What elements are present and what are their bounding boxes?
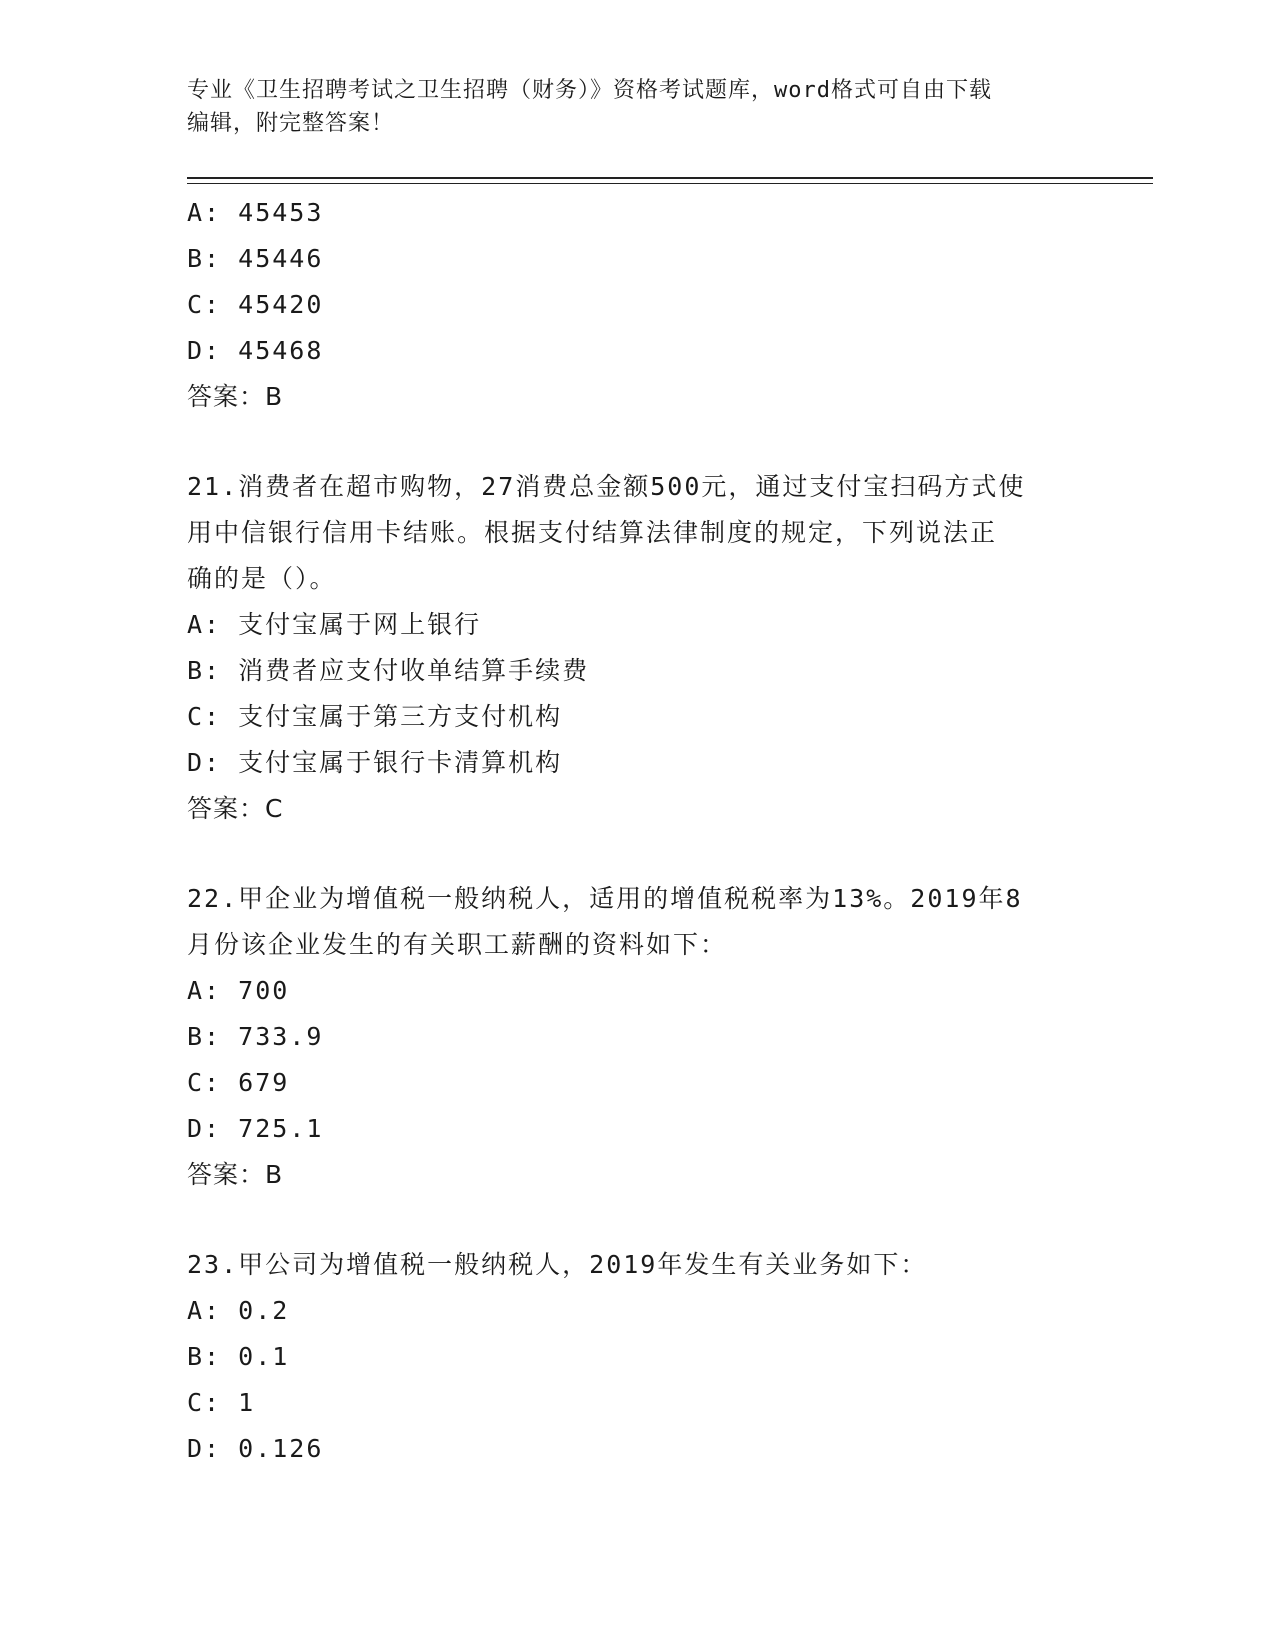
option-c: C: 1	[187, 1388, 256, 1417]
block-spacer	[187, 832, 1107, 876]
option-b: B: 0.1	[187, 1342, 290, 1371]
question-block	[187, 190, 1107, 420]
question-block	[187, 464, 1107, 832]
option-b: B: 消费者应支付收单结算手续费	[187, 656, 590, 685]
option-d: D: 0.126	[187, 1434, 324, 1463]
option-c: C: 679	[187, 1068, 290, 1097]
block-spacer	[187, 1198, 1107, 1242]
question-text-line: 确的是（）。	[187, 564, 337, 593]
answer-line: 答案：B	[187, 1160, 284, 1189]
header-line-2: 编辑，附完整答案！	[187, 111, 395, 136]
option-b: B: 733.9	[187, 1022, 324, 1051]
option-d: D: 45468	[187, 336, 324, 365]
option-a: A: 支付宝属于网上银行	[187, 610, 482, 639]
question-text-line: 用中信银行信用卡结账。根据支付结算法律制度的规定，下列说法正	[187, 518, 998, 547]
question-block	[187, 1242, 1107, 1472]
option-c: C: 支付宝属于第三方支付机构	[187, 702, 563, 731]
option-b: B: 45446	[187, 244, 324, 273]
answer-line: 答案：B	[187, 382, 284, 411]
header-line-1: 专业《卫生招聘考试之卫生招聘（财务）》资格考试题库，word格式可自由下载	[187, 78, 992, 103]
question-text-line: 23.甲公司为增值税一般纳税人，2019年发生有关业务如下：	[187, 1250, 928, 1279]
block-spacer	[187, 420, 1107, 464]
question-block	[187, 876, 1107, 1198]
question-list	[187, 190, 1107, 1472]
header-divider-thin	[187, 183, 1153, 184]
question-text-line: 21.消费者在超市购物，27消费总金额500元，通过支付宝扫码方式使	[187, 472, 1026, 501]
option-a: A: 45453	[187, 198, 324, 227]
option-d: D: 725.1	[187, 1114, 324, 1143]
document-header	[187, 74, 1087, 140]
question-text-line: 月份该企业发生的有关职工薪酬的资料如下：	[187, 930, 728, 959]
question-text-line: 22.甲企业为增值税一般纳税人，适用的增值税税率为13%。2019年8	[187, 884, 1023, 913]
option-a: A: 0.2	[187, 1296, 290, 1325]
option-c: C: 45420	[187, 290, 324, 319]
option-a: A: 700	[187, 976, 290, 1005]
answer-line: 答案：C	[187, 794, 284, 823]
header-divider-thick	[187, 177, 1153, 179]
option-d: D: 支付宝属于银行卡清算机构	[187, 748, 563, 777]
